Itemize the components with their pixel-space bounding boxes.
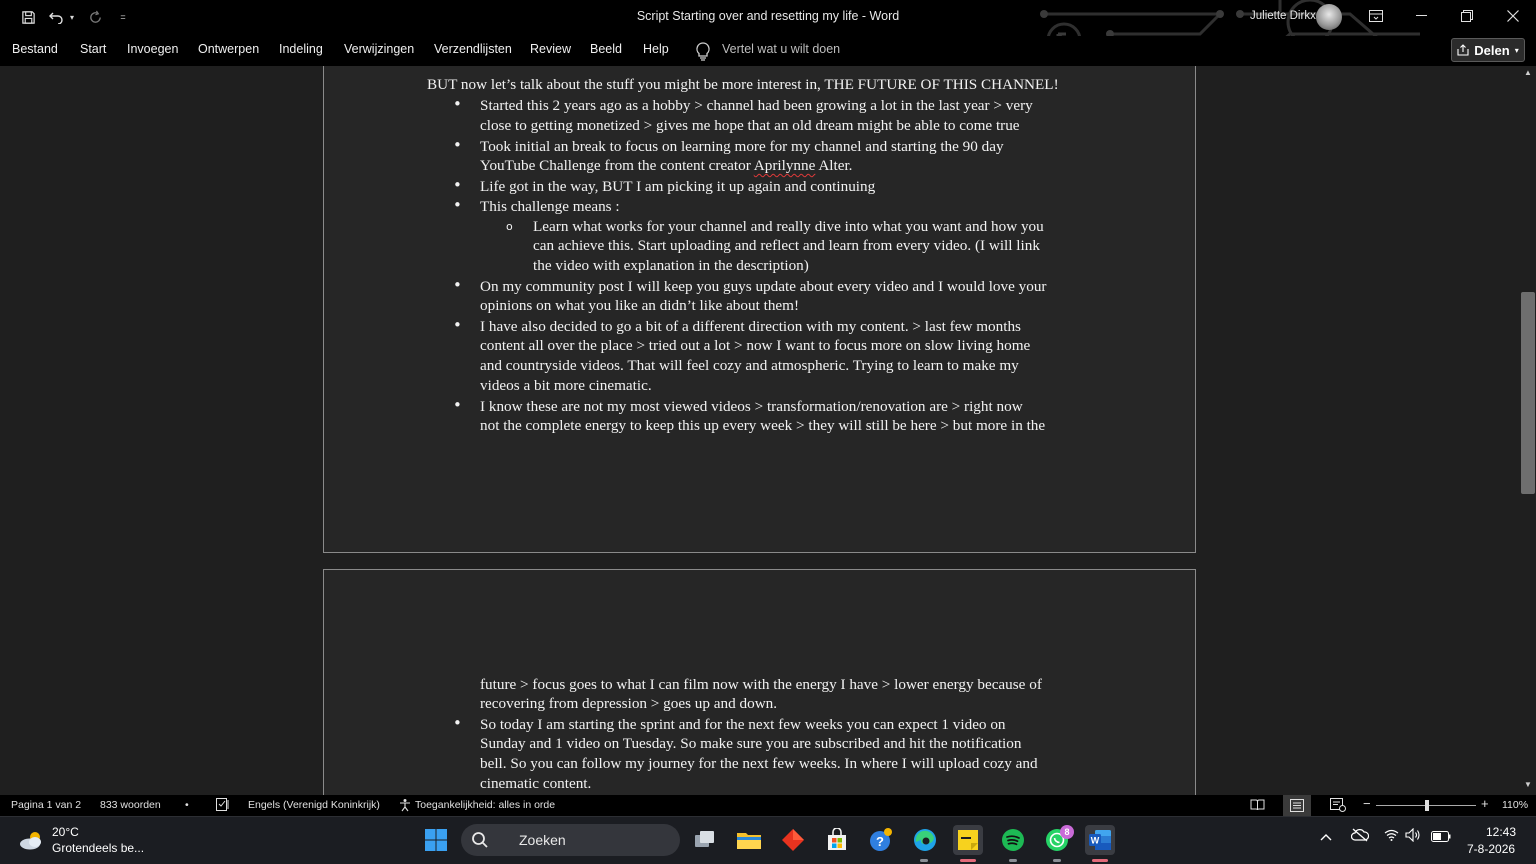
undo-icon[interactable] — [46, 6, 66, 28]
page2-continuation-line-1: future > focus goes to what I can film now with the energy I have > lower energy because of — [480, 676, 1042, 693]
bullet-dot: • — [453, 396, 462, 414]
lightbulb-icon — [694, 41, 712, 61]
page2-continuation-line-2: recovering from depression > goes up and down. — [480, 695, 778, 712]
scrollbar-thumb[interactable] — [1521, 292, 1535, 494]
sub-bullet-line-2: can achieve this. Start uploading and reflect and learn from every video. (I will link — [533, 237, 1040, 254]
accessibility-icon[interactable] — [398, 798, 413, 815]
bullet-dot: • — [453, 95, 462, 113]
scroll-down-arrow-icon[interactable]: ▼ — [1524, 780, 1532, 789]
document-canvas[interactable] — [0, 66, 1520, 795]
undo-dropdown-icon[interactable]: ▾ — [69, 12, 74, 22]
language-indicator[interactable]: Engels (Verenigd Koninkrijk) — [248, 799, 380, 811]
svg-text:?: ? — [876, 834, 884, 849]
tab-indeling[interactable]: Indeling — [279, 42, 323, 56]
tab-bestand[interactable]: Bestand — [12, 42, 58, 56]
zoom-level[interactable]: 110% — [1502, 799, 1529, 811]
microsoft-store-icon[interactable] — [822, 825, 852, 855]
user-name[interactable]: Juliette Dirkx — [1250, 10, 1316, 22]
share-label: Delen — [1474, 42, 1510, 58]
onedrive-offline-icon[interactable] — [1351, 828, 1369, 845]
close-icon[interactable] — [1490, 0, 1536, 32]
page2-bullet-line-3: bell. So you can follow my journey for the next few weeks. In where I will upload cozy and — [480, 755, 1038, 772]
volume-icon[interactable] — [1405, 828, 1421, 845]
read-mode-icon[interactable] — [1250, 798, 1265, 814]
taskbar-search-box[interactable] — [461, 824, 680, 856]
spotify-icon[interactable] — [998, 825, 1028, 855]
active-indicator — [1092, 859, 1108, 862]
avatar[interactable] — [1316, 4, 1342, 30]
share-icon — [1457, 44, 1469, 56]
title-bar — [0, 0, 1536, 36]
clock-date[interactable]: 7-8-2026 — [1467, 842, 1516, 856]
svg-text:W: W — [1090, 835, 1100, 846]
bullet-dot: • — [453, 196, 462, 214]
zoom-in-icon[interactable]: + — [1481, 796, 1489, 811]
scroll-up-arrow-icon[interactable]: ▲ — [1524, 68, 1532, 77]
bullet-3-line-1: Life got in the way, BUT I am picking it up again and continuing — [480, 178, 876, 195]
customize-quick-access-icon[interactable]: = — [120, 12, 126, 22]
chevron-down-icon: ▾ — [1514, 45, 1519, 55]
zoom-out-icon[interactable]: − — [1363, 796, 1371, 811]
search-icon — [471, 831, 489, 849]
bullet-6-line-1: I have also decided to go a bit of a different direction with my content. > last few months — [480, 318, 1021, 335]
bullet-4-line-1: This challenge means : — [480, 198, 620, 215]
page-count[interactable]: Pagina 1 van 2 — [11, 799, 82, 811]
save-icon[interactable] — [18, 6, 38, 28]
bullet-2-line-2: YouTube Challenge from the content creator Aprilynne Alter. — [480, 157, 853, 174]
share-button[interactable] — [1451, 38, 1525, 62]
restore-icon[interactable] — [1444, 0, 1490, 32]
task-view-icon[interactable] — [690, 825, 720, 855]
running-indicator — [1053, 859, 1061, 862]
bullet-2-line-1: Took initial an break to focus on learning more for my channel and starting the 90 day — [480, 138, 1004, 155]
bullet-dot: • — [453, 714, 462, 732]
sub-bullet-circle: o — [506, 220, 513, 233]
bullet-dot: • — [453, 176, 462, 194]
ribbon-display-options-icon[interactable] — [1353, 0, 1399, 32]
clock-time[interactable]: 12:43 — [1486, 825, 1517, 839]
bullet-1-line-2: close to getting monetized > gives me hope that an old dream might be able to come true — [480, 117, 1020, 134]
running-indicator — [1009, 859, 1017, 862]
tab-review[interactable]: Review — [530, 42, 571, 56]
word-count[interactable]: 833 woorden — [100, 799, 161, 811]
zoom-slider-thumb[interactable] — [1425, 800, 1429, 811]
sticky-notes-icon[interactable] — [953, 825, 983, 855]
taskbar — [0, 816, 1536, 864]
tab-verzendlijsten[interactable]: Verzendlijsten — [434, 42, 512, 56]
bullet-dot: • — [453, 136, 462, 154]
macro-recording-icon[interactable]: • — [185, 799, 189, 811]
weather-temperature[interactable]: 20°C — [52, 825, 79, 839]
red-diamond-app-icon[interactable] — [778, 825, 808, 855]
web-layout-icon[interactable] — [1330, 798, 1346, 815]
windows-start-icon[interactable] — [421, 825, 451, 855]
active-indicator — [960, 859, 976, 862]
help-app-icon[interactable] — [866, 825, 896, 855]
running-indicator — [920, 859, 928, 862]
bullet-5-line-2: opinions on what you like an didn’t like about them! — [480, 297, 800, 314]
bullet-1-line-1: Started this 2 years ago as a hobby > channel had been growing a lot in the last year > very — [480, 97, 1033, 114]
weather-cloud-sun-icon[interactable] — [18, 829, 46, 851]
word-app-icon[interactable] — [1085, 825, 1115, 855]
bullet-dot: • — [453, 316, 462, 334]
tab-ontwerpen[interactable]: Ontwerpen — [198, 42, 260, 56]
redo-icon[interactable] — [86, 6, 104, 28]
notification-badge: 8 — [1060, 825, 1074, 839]
weather-description[interactable]: Grotendeels be... — [52, 841, 145, 855]
bullet-5-line-1: On my community post I will keep you guys update about every video and I would love your — [480, 278, 1047, 295]
wifi-icon[interactable] — [1384, 829, 1399, 844]
bullet-6-line-2: content all over the place > tried out a lot > now I want to focus more on slow living home — [480, 337, 1031, 354]
file-explorer-icon[interactable] — [734, 825, 764, 855]
print-layout-icon[interactable] — [1283, 795, 1311, 816]
vertical-scrollbar[interactable] — [1520, 66, 1536, 795]
page2-bullet-line-1: So today I am starting the sprint and for the next few weeks you can expect 1 video on — [480, 716, 1006, 733]
status-bar — [0, 795, 1536, 816]
battery-icon[interactable] — [1431, 830, 1451, 845]
bullet-dot: • — [453, 276, 462, 294]
minimize-icon[interactable] — [1398, 0, 1444, 32]
tab-verwijzingen[interactable]: Verwijzingen — [344, 42, 415, 56]
document-title: Script Starting over and resetting my life - Word — [636, 9, 900, 23]
bullet-7-line-2: not the complete energy to keep this up every week > they will still be here > but more in the — [480, 417, 1046, 434]
ribbon-tabs — [0, 36, 1536, 66]
edge-browser-icon[interactable] — [910, 825, 940, 855]
accessibility-status[interactable]: Toegankelijkheid: alles in orde — [415, 799, 556, 811]
page2-bullet-line-2: Sunday and 1 video on Tuesday. So make sure you are subscribed and hit the notification — [480, 735, 1022, 752]
sub-bullet-line-3: the video with explanation in the description) — [533, 257, 809, 274]
bullet-6-line-3: and countryside videos. That will feel cozy and atmospheric. Trying to learn to make my — [480, 357, 1019, 374]
bullet-7-line-1: I know these are not my most viewed videos > transformation/renovation are > right now — [480, 398, 1023, 415]
search-placeholder: Zoeken — [519, 832, 566, 848]
tab-start[interactable]: Start — [80, 42, 107, 56]
tab-beeld[interactable]: Beeld — [590, 42, 622, 56]
paragraph-intro: BUT now let’s talk about the stuff you might be more interest in, THE FUTURE OF THIS CHANNEL! — [427, 76, 1059, 93]
proofing-icon[interactable] — [216, 798, 231, 814]
tab-help[interactable]: Help — [643, 42, 669, 56]
tab-invoegen[interactable]: Invoegen — [127, 42, 179, 56]
bullet-6-line-4: videos a bit more cinematic. — [480, 377, 652, 394]
sub-bullet-line-1: Learn what works for your channel and really dive into what you want and how you — [533, 218, 1044, 235]
page2-bullet-line-4: cinematic content. — [480, 775, 592, 792]
show-hidden-icons-chevron-icon[interactable] — [1320, 829, 1332, 844]
tell-me-search[interactable]: Vertel wat u wilt doen — [722, 42, 841, 56]
spelling-error-word[interactable]: Aprilynne — [753, 157, 816, 174]
